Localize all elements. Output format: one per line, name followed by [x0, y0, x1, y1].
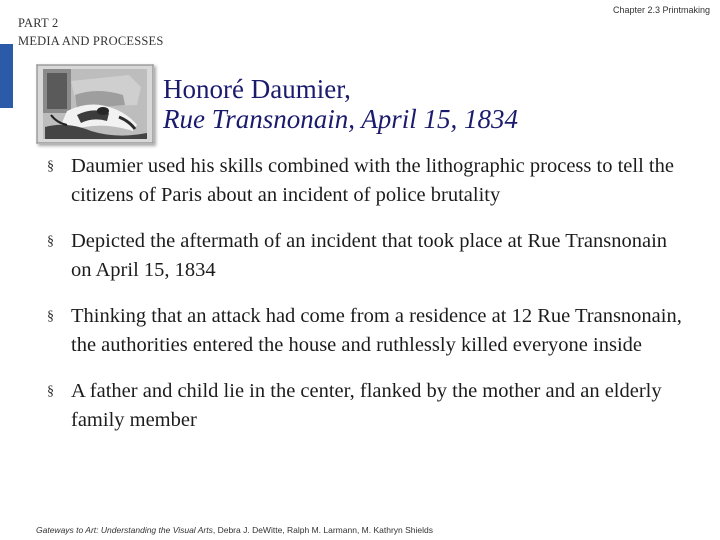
bullet-marker: §: [47, 159, 54, 174]
title-artwork: Rue Transnonain, April 15, 1834: [163, 104, 519, 134]
bullet-item: [47, 152, 687, 210]
bullet-list: [47, 152, 687, 452]
bullet-text: Daumier used his skills combined with the lithographic process to tell the citizens of Paris about an incident of police brutality: [71, 155, 674, 206]
bullet-marker: §: [47, 309, 54, 324]
chapter-label: Chapter 2.3 Printmaking: [612, 5, 710, 15]
bullet-item: [47, 227, 687, 285]
slide-title: [163, 74, 518, 134]
bullet-item: [47, 377, 687, 435]
bullet-marker: §: [47, 384, 54, 399]
artwork-thumbnail: [36, 64, 154, 144]
bullet-item: [47, 302, 687, 360]
bullet-text: Depicted the aftermath of an incident that took place at Rue Transnonain on April 15, 1834: [71, 230, 668, 281]
footer-citation: [36, 525, 433, 535]
title-artist: Honoré Daumier,: [163, 74, 351, 104]
section-label: MEDIA AND PROCESSES: [18, 34, 164, 48]
footer-book-title: Gateways to Art: Understanding the Visual Arts: [36, 525, 213, 535]
footer-authors: , Debra J. DeWitte, Ralph M. Larmann, M. Kathryn Shields: [212, 525, 434, 535]
lithograph-image: [37, 65, 153, 143]
accent-bar: [0, 44, 13, 108]
part-header: [18, 14, 164, 50]
part-label: PART 2: [18, 16, 59, 30]
bullet-text: Thinking that an attack had come from a residence at 12 Rue Transnonain, the authorities entered the house and ruthlessly killed everyone inside: [71, 305, 682, 356]
bullet-text: A father and child lie in the center, flanked by the mother and an elderly family member: [71, 380, 662, 431]
bullet-marker: §: [47, 234, 54, 249]
